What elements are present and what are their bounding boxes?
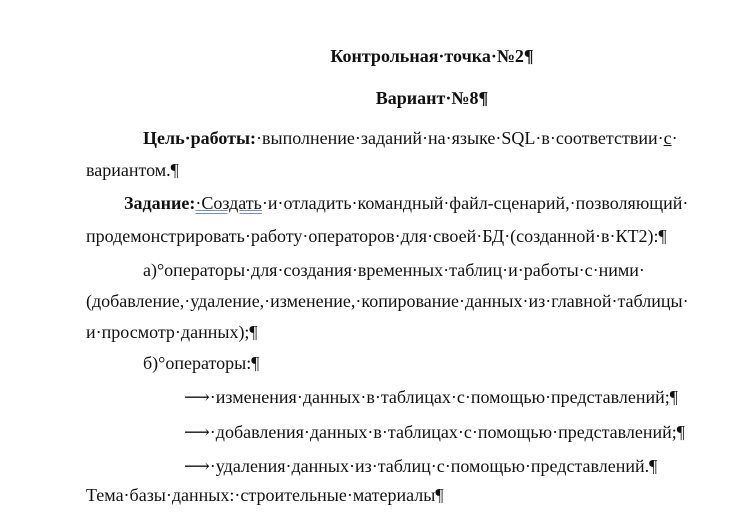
goal-line-1 bbox=[143, 128, 678, 148]
task-line-2: продемонстрировать·работу·операторов·для·своей·БД·(созданной·в·КТ2):¶ bbox=[86, 226, 667, 246]
goal-label: Цель·работы: bbox=[143, 128, 257, 148]
goal-text-end: · bbox=[671, 128, 678, 148]
sub-item-1: ⟶·изменения·данных·в·таблицах·с·помощью·представлений;¶ bbox=[184, 387, 678, 407]
goal-line-2: вариантом.¶ bbox=[86, 160, 179, 180]
database-theme: Тема·базы·данных:·строительные·материалы¶ bbox=[86, 485, 444, 505]
item-a-line-3: и·просмотр·данных);¶ bbox=[86, 322, 258, 342]
task-line-1 bbox=[124, 193, 688, 213]
goal-underlined-word: с bbox=[663, 128, 672, 148]
task-label: Задание: bbox=[124, 193, 196, 213]
item-a-line-1: а)°операторы·для·создания·временных·таблиц·и·работы·с·ними· bbox=[143, 260, 645, 280]
task-text: ·и·отладить·командный·файл-сценарий,·позволяющий· bbox=[261, 193, 689, 213]
item-a-line-2: (добавление,·удаление,·изменение,·копирование·данных·из·главной·таблицы· bbox=[86, 291, 689, 311]
document-title: Контрольная·точка·№2¶ bbox=[330, 46, 534, 66]
variant-heading: Вариант·№8¶ bbox=[375, 88, 489, 108]
task-link-word: ·Создать bbox=[195, 193, 262, 213]
goal-text: ·выполнение·заданий·на·языке·SQL·в·соответствии· bbox=[256, 128, 664, 148]
sub-item-2: ⟶·добавления·данных·в·таблицах·с·помощью·представлений;¶ bbox=[184, 422, 685, 442]
sub-item-3: ⟶·удаления·данных·из·таблиц·с·помощью·представлений.¶ bbox=[184, 456, 658, 476]
item-b-line-1: б)°операторы:¶ bbox=[143, 353, 260, 373]
